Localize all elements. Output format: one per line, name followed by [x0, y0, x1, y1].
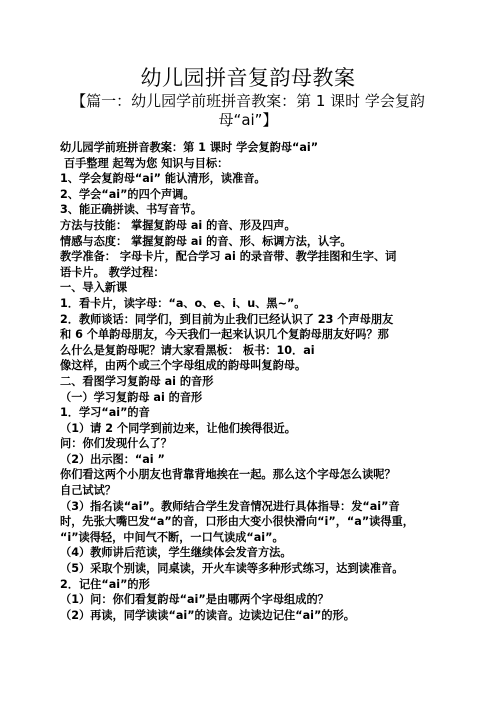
text-line: 问：你们发现什么了？	[60, 437, 172, 451]
text-line: 情感与态度： 掌握复韵母 ai 的音、形、标调方法，认字。	[60, 234, 352, 248]
text-line: 百手整理 起驾为您 知识与目标：	[60, 156, 229, 170]
document-title: 幼儿园拼音复韵母教案	[140, 66, 356, 90]
text-line: （4）教师讲后范读，学生继续体会发音方法。	[60, 546, 292, 560]
text-line: “i”读得轻，中间气不断，一口气读成“ai”。	[60, 530, 284, 544]
text-line: 么什么是复韵母呢？请大家看黑板： 板书：10．ai	[60, 343, 315, 357]
text-line: 2、学会“ai”的四个声调。	[60, 187, 195, 201]
text-line: 时，先张大嘴巴发“a”的音，口形由大变小很快滑向“i”，“a”读得重，	[60, 515, 414, 529]
text-line: 一、导入新课	[60, 281, 128, 295]
text-line: 自己试试？	[60, 484, 116, 498]
text-line: 像这样，由两个或三个字母组成的韵母叫复韵母。	[60, 359, 307, 373]
text-line: （1）问：你们看复韵母“ai”是由哪两个字母组成的？	[60, 593, 329, 607]
text-line: （一）学习复韵母 ai 的音形	[60, 390, 203, 404]
text-line: 2．教师谈话：同学们，到目前为止我们已经认识了 23 个声母朋友	[60, 312, 394, 326]
text-line: 2．记住“ai”的形	[60, 577, 150, 591]
text-line: 幼儿园学前班拼音教案：第 1 课时 学会复韵母“ai”	[60, 141, 319, 154]
text-line: （2）出示图：“ai ”	[60, 452, 165, 466]
text-line: （2）再读，同学读读“ai”的读音。边读边记住“ai”的形。	[60, 608, 355, 622]
text-line: 1、学会复韵母“ai” 能认清形，读准音。	[60, 172, 266, 186]
text-line: 二、看图学习复韵母 ai 的音形	[60, 374, 214, 388]
text-line: （5）采取个别读，同桌读，开火车读等多种形式练习，达到读准音。	[60, 562, 404, 576]
text-line: 教学准备： 字母卡片，配合学习 ai 的录音带、教学挂图和生字、词	[60, 250, 397, 264]
text-line: （1）请 2 个同学到前边来，让他们挨得很近。	[60, 421, 296, 435]
text-line: 1．看卡片，读字母：“a、o、e、i、u、黑~”。	[60, 296, 306, 310]
text-line: （3）指名读“ai”。教师结合学生发音情况进行具体指导：发“ai”音	[60, 499, 400, 513]
text-line: 和 6 个单韵母朋友，今天我们一起来认识几个复韵母朋友好吗？那	[60, 328, 389, 342]
document-subtitle: 【篇一：幼儿园学前班拼音教案：第 1 课时 学会复韵母“ai”】	[71, 92, 425, 129]
text-line: 你们看这两个小朋友也背靠背地挨在一起。那么这个字母怎么读呢？	[60, 468, 396, 482]
text-line: 语卡片。 教学过程：	[60, 265, 165, 279]
document-body	[60, 140, 448, 623]
text-line: 1．学习“ai”的音	[60, 406, 150, 420]
text-line: 方法与技能： 掌握复韵母 ai 的音、形及四声。	[60, 218, 296, 232]
text-line: 3、能正确拼读、书写音节。	[60, 203, 203, 217]
